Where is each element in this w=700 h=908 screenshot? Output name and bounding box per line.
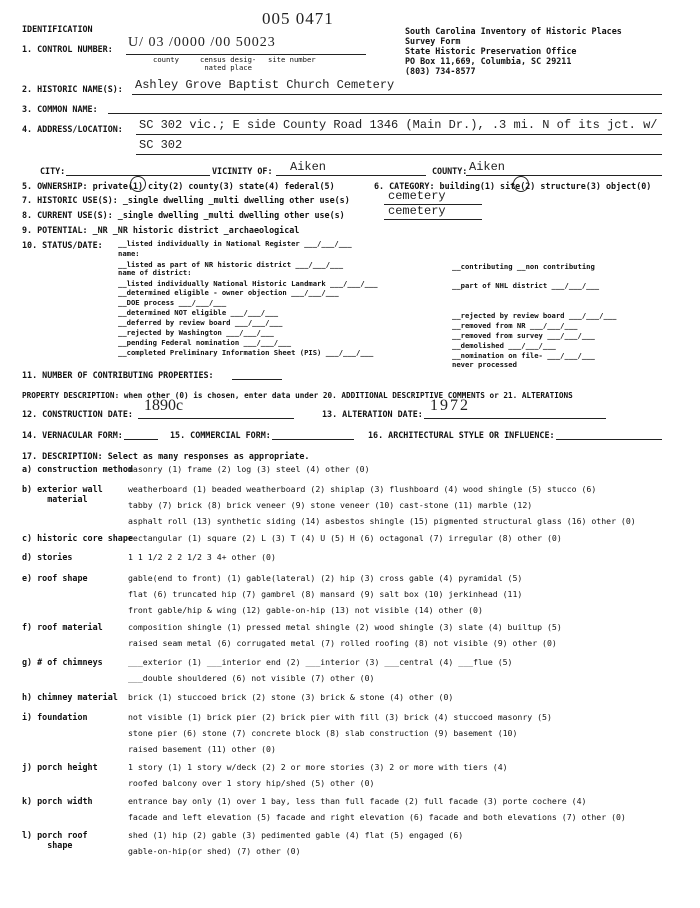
address-line1[interactable]: SC 302 vic.; E side County Road 1346 (Main Dr.), .3 mi. N of its jct. w/ [139,118,658,132]
status-left-1: name: [118,249,140,258]
control-number-value: U/ 03 /0000 /00 50023 [128,35,276,50]
status-right-7: never processed [452,360,517,369]
agency-address: PO Box 11,669, Columbia, SC 29211 [405,56,572,66]
description-option-line[interactable]: rectangular (1) square (2) L (3) T (4) U (5) H (6) octagonal (7) irregular (8) other (0) [128,533,562,543]
city-label: CITY: [40,166,66,176]
vernacular-label: 14. VERNACULAR FORM: [22,430,123,440]
control-sub-site: site number [268,55,316,64]
description-option-line[interactable]: ___exterior (1) ___interior end (2) ___interior (3) ___central (4) ___flue (5) [128,657,513,667]
status-right-4: __removed from survey ___/___/___ [452,331,595,340]
status-left-11: __completed Preliminary Information Sheet (PIS) ___/___/___ [118,348,374,357]
agency-office: State Historic Preservation Office [405,46,577,56]
description-row-label: f) roof material [22,622,103,632]
description-option-line[interactable]: flat (6) truncated hip (7) gambrel (8) mansard (9) salt box (10) jerkinhead (11) [128,589,523,599]
identification-heading: IDENTIFICATION [22,24,93,34]
status-left-9: __rejected by Washington ___/___/___ [118,328,274,337]
construction-date-value[interactable]: 1890c [144,397,184,414]
status-left-8: __deferred by review board ___/___/___ [118,318,283,327]
vernacular-underline [124,439,158,440]
historic-use-value[interactable]: cemetery [388,189,446,203]
description-option-line[interactable]: roofed balcony over 1 story hip/shed (5) other (0) [128,778,375,788]
description-row-label: d) stories [22,552,73,562]
alteration-date-value[interactable]: 1972 [430,397,470,414]
category-circle [513,176,529,192]
description-option-line[interactable]: 1 1 1/2 2 2 1/2 3 4+ other (0) [128,552,276,562]
description-row-label: b) exterior wall material [22,484,103,504]
status-label: 10. STATUS/DATE: [22,240,103,250]
potential-line: 9. POTENTIAL: _NR _NR historic district _archaeological [22,225,300,235]
common-name-underline [108,113,662,114]
description-row-label: i) foundation [22,712,88,722]
description-option-line[interactable]: raised seam metal (6) corrugated metal (7) rolled roofing (8) not visible (9) other (0) [128,638,557,648]
current-use-underline [384,219,482,220]
description-row-label: j) porch height [22,762,98,772]
description-row-label: h) chimney material [22,692,118,702]
description-option-line[interactable]: shed (1) hip (2) gable (3) pedimented gable (4) flat (5) engaged (6) [128,830,464,840]
status-left-7: __determined NOT eligible ___/___/___ [118,308,279,317]
description-row-label: c) historic core shape [22,533,133,543]
description-row-label: a) construction method [22,464,133,474]
vicinity-underline [276,175,426,176]
commercial-label: 15. COMMERCIAL FORM: [170,430,271,440]
architectural-underline [556,439,662,440]
description-row-label: e) roof shape [22,573,88,583]
description-option-line[interactable]: gable(end to front) (1) gable(lateral) (2) hip (3) cross gable (4) pyramidal (5) [128,573,523,583]
historic-name-value[interactable]: Ashley Grove Baptist Church Cemetery [135,78,395,92]
vicinity-value[interactable]: Aiken [290,160,327,174]
current-use-value[interactable]: cemetery [388,204,446,218]
commercial-underline [272,439,354,440]
control-sub-county: county [153,55,179,64]
description-option-line[interactable]: gable-on-hip(or shed) (7) other (0) [128,846,301,856]
description-option-line[interactable]: raised basement (11) other (0) [128,744,276,754]
status-left-3: name of district: [118,268,192,277]
agency-form: Survey Form [405,36,461,46]
agency-title: South Carolina Inventory of Historic Places [405,26,622,36]
status-left-2: __listed as part of NR historic district ___/___/___ [118,260,344,269]
construction-date-underline [138,418,294,419]
control-sub-census: census desig- nated place [200,55,257,72]
address-label: 4. ADDRESS/LOCATION: [22,124,123,134]
description-option-line[interactable]: masonry (1) frame (2) log (3) steel (4) other (0) [128,464,370,474]
contributing-label: 11. NUMBER OF CONTRIBUTING PROPERTIES: [22,370,214,380]
handwritten-number: 005 0471 [262,9,334,28]
historic-use-line: 7. HISTORIC USE(S): _single dwelling _multi dwelling other use(s) [22,195,350,205]
description-option-line[interactable]: facade and left elevation (5) facade and right elevation (6) facade and both elevations (7) other (0) [128,812,626,822]
description-option-line[interactable]: brick (1) stuccoed brick (2) stone (3) brick & stone (4) other (0) [128,692,454,702]
county-underline [466,175,662,176]
category-line: 6. CATEGORY: building(1) site(2) structure(3) object(0) [374,181,652,191]
description-option-line[interactable]: 1 story (1) 1 story w/deck (2) 2 or more stories (3) 2 or more with tiers (4) [128,762,508,772]
description-option-line[interactable]: entrance bay only (1) over 1 bay, less than full facade (2) full facade (3) porte cochere (4) [128,796,587,806]
construction-date-label: 12. CONSTRUCTION DATE: [22,409,133,419]
property-description-note: PROPERTY DESCRIPTION: when other (0) is chosen, enter data under 20. ADDITIONAL DESCRIPTIVE COMMENTS or 21. ALTERATIONS [22,391,573,400]
historic-name-label: 2. HISTORIC NAME(S): [22,84,123,94]
status-right-0: __contributing __non contributing [452,262,595,271]
description-option-line[interactable]: not visible (1) brick pier (2) brick pier with fill (3) brick (4) stuccoed masonry (5) [128,712,552,722]
contributing-underline [232,379,282,380]
description-option-line[interactable]: composition shingle (1) pressed metal shingle (2) wood shingle (3) slate (4) builtup (5) [128,622,562,632]
description-option-line[interactable]: front gable/hip & wing (12) gable-on-hip (13) not visible (14) other (0) [128,605,483,615]
vicinity-label: VICINITY OF: [212,166,273,176]
alteration-date-label: 13. ALTERATION DATE: [322,409,423,419]
description-option-line[interactable]: ___double shouldered (6) not visible (7) other (0) [128,673,375,683]
current-use-line: 8. CURRENT USE(S): _single dwelling _multi dwelling other use(s) [22,210,345,220]
description-option-line[interactable]: weatherboard (1) beaded weatherboard (2) shiplap (3) flushboard (4) wood shingle (5) stucco (6) [128,484,597,494]
control-number-label: 1. CONTROL NUMBER: [22,44,113,54]
address-underline-1 [136,134,662,135]
description-row-label: k) porch width [22,796,93,806]
historic-name-underline [132,94,662,95]
county-value[interactable]: Aiken [469,160,506,174]
alteration-date-underline [424,418,606,419]
status-right-6: __nomination on file- ___/___/___ [452,351,595,360]
description-option-line[interactable]: asphalt roll (13) synthetic siding (14) asbestos shingle (15) pigmented structural glass (16) other (0) [128,516,636,526]
architectural-label: 16. ARCHITECTURAL STYLE OR INFLUENCE: [368,430,555,440]
address-underline-2 [136,154,662,155]
description-row-label: l) porch roof shape [22,830,88,850]
status-right-2: __rejected by review board ___/___/___ [452,311,617,320]
status-left-0: __listed individually in National Register ___/___/___ [118,239,352,248]
status-left-4: __listed individually National Historic Landmark ___/___/___ [118,279,378,288]
agency-phone: (803) 734-8577 [405,66,476,76]
status-left-6: __DOE process ___/___/___ [118,298,227,307]
description-option-line[interactable]: tabby (7) brick (8) brick veneer (9) stone veneer (10) cast-stone (11) marble (12) [128,500,533,510]
status-right-5: __demolished ___/___/___ [452,341,556,350]
county-label: COUNTY: [432,166,468,176]
description-option-line[interactable]: stone pier (6) stone (7) concrete block (8) slab construction (9) basement (10) [128,728,518,738]
status-right-1: __part of NHL district ___/___/___ [452,281,600,290]
status-right-3: __removed from NR ___/___/___ [452,321,578,330]
ownership-line: 5. OWNERSHIP: private(1) city(2) county(3) state(4) federal(5) [22,181,335,191]
ownership-circle [130,176,146,192]
description-label: 17. DESCRIPTION: Select as many responses as appropriate. [22,451,310,461]
address-line2[interactable]: SC 302 [139,138,183,152]
common-name-label: 3. COMMON NAME: [22,104,98,114]
status-left-5: __determined eligible - owner objection ___/___/___ [118,288,339,297]
status-left-10: __pending Federal nomination ___/___/___ [118,338,292,347]
description-row-label: g) # of chimneys [22,657,103,667]
